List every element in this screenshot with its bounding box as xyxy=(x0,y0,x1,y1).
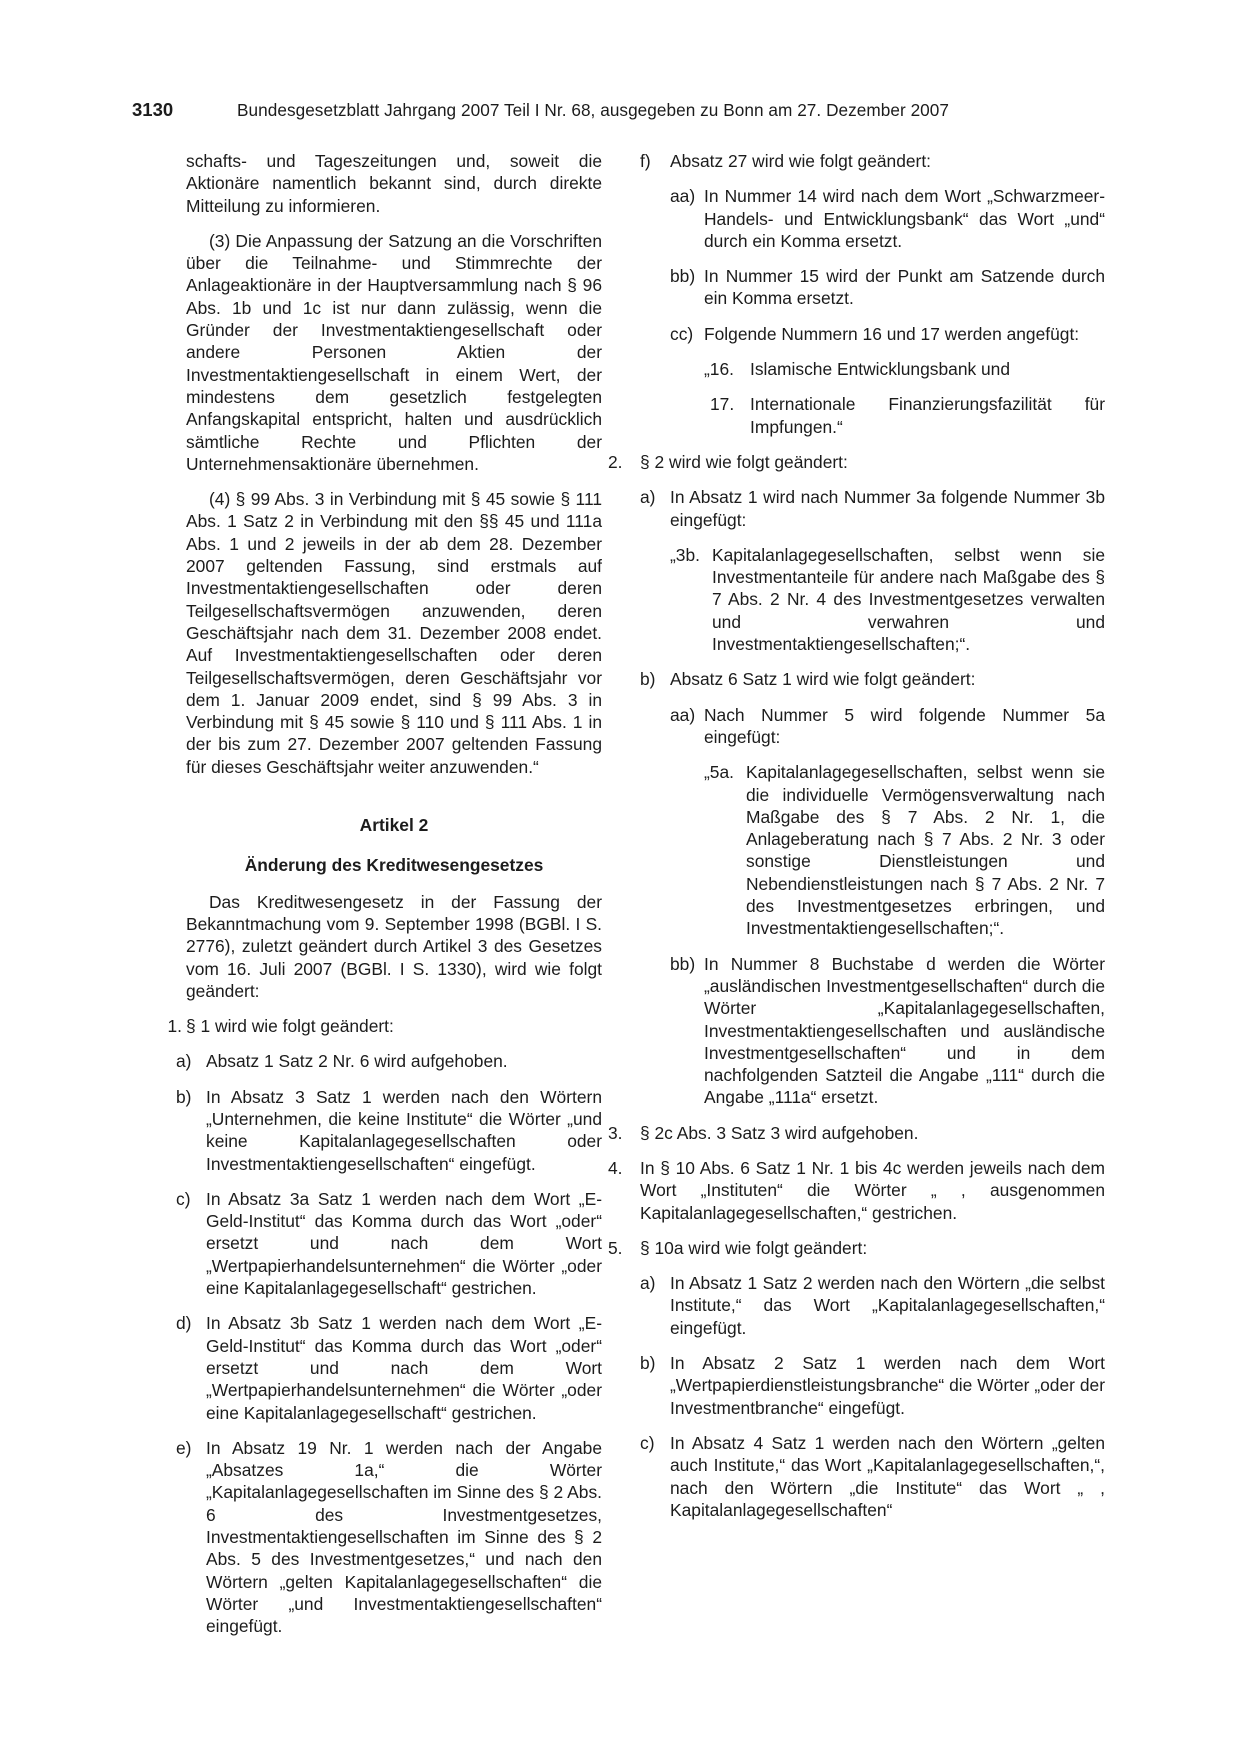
article-subtitle: Änderung des Kreditwesengesetzes xyxy=(244,855,544,876)
item-text: In Nummer 15 wird der Punkt am Satzende durch ein Komma ersetzt. xyxy=(704,266,1105,309)
item-label: c) xyxy=(640,1432,655,1453)
list-item-1 xyxy=(146,1015,602,1037)
article-intro: Das Kreditwesengesetz in der Fassung der Bekanntmachung vom 9. September 1998 (BGBl. I S. 2776), zuletzt geändert durch Artikel 3 des Gesetzes vom 16. Juli 2007 (BGBl. I S. 1330), wird wie folgt geändert: xyxy=(186,891,602,1001)
list-item-f-bb xyxy=(670,265,1105,310)
list-item-5a xyxy=(640,1272,1105,1339)
paragraph-4: (4) § 99 Abs. 3 in Verbindung mit § 45 sowie § 111 Abs. 1 Satz 2 in Verbindung mit den §§ 45 und 111a Abs. 1 und 2 jeweils in der ab dem 28. Dezember 2007 geltenden Fassung, sind erstmals auf Investmentaktiengesellschaften oder deren Teilgesellschaftsvermögen anzuwenden, deren Geschäftsjahr nach dem 31. Dezember 2008 endet. Auf Investmentaktiengesellschaften oder deren Teilgesellschaftsvermögen, deren Geschäftsjahr vor dem 1. Januar 2009 endet, sind § 99 Abs. 3 in Verbindung mit § 45 sowie § 110 und § 111 Abs. 1 in der bis zum 27. Dezember 2007 geltenden Fassung für dieses Geschäftsjahr weiter anzuwenden.“ xyxy=(186,489,602,777)
article-title: Artikel 2 xyxy=(359,815,429,836)
page-number: 3130 xyxy=(132,99,174,120)
item-text: Absatz 27 wird wie folgt geändert: xyxy=(670,151,932,171)
item-label: b) xyxy=(176,1086,192,1107)
item-label: 17. xyxy=(710,394,735,415)
item-text: In Absatz 2 Satz 1 werden nach dem Wort „Wertpapierdienstleistungsbranche“ die Wörter „oder der Investmentbranche“ eingefügt. xyxy=(670,1353,1105,1418)
item-label: a) xyxy=(640,487,656,508)
item-label: „3b. xyxy=(670,544,700,565)
item-label: bb) xyxy=(670,953,696,974)
paragraph-3: (3) Die Anpassung der Satzung an die Vorschriften über die Teilnahme- und Stimmrechte der Anlageaktionäre in der Hauptversammlung nach § 96 Abs. 1b und 1c ist nur dann zulässig, wenn die Gründer der Investmentaktiengesellschaft oder andere Personen Aktien der Investmentaktiengesellschaft in einem Wert, der mindestens dem gesetzlich festgelegten Anfangskapital entspricht, halten und ausdrücklich sämtliche Rechte und Pflichten der Unternehmensaktionäre übernehmen. xyxy=(186,230,602,474)
item-text: Kapitalanlagegesellschaften, selbst wenn sie die individuelle Vermögensverwaltung nach Maßgabe des § 7 Abs. 2 Nr. 1, die Anlageberatung nach § 7 Abs. 2 Nr. 3 oder sonstige Dienstleistungen und Nebendienstleistungen nach § 7 Abs. 2 Nr. 7 des Investmentgesetzes erbringen, und Investmentaktiengesellschaften;“. xyxy=(746,762,1105,939)
item-text: § 2 wird wie folgt geändert: xyxy=(640,451,848,472)
item-label: cc) xyxy=(670,323,694,344)
list-item-5 xyxy=(608,1237,1105,1259)
item-text: In Absatz 3b Satz 1 werden nach dem Wort „E-Geld-Institut“ das Komma durch das Wort „oder“ ersetzt und nach dem Wort „Wertpapierhandelsunternehmen“ die Wörter „oder eine Kapitalanlagegesellschaft“ gestrichen. xyxy=(206,1313,602,1423)
item-text: Kapitalanlagegesellschaften, selbst wenn sie Investmentanteile für andere nach Maßgabe des § 7 Abs. 2 Nr. 4 des Investmentgesetzes verwalten und verwahren und Investmentaktiengesellschaften;“. xyxy=(712,544,1105,655)
list-item-n5a xyxy=(704,761,1105,939)
item-text: Internationale Finanzierungsfazilität für Impfungen.“ xyxy=(750,394,1105,437)
list-item-1d xyxy=(176,1312,602,1423)
item-text: In § 10 Abs. 6 Satz 1 Nr. 1 bis 4c werden jeweils nach dem Wort „Instituten“ die Wörter „ , ausgenommen Kapitalanlagegesellschaften,“ gestrichen. xyxy=(640,1157,1105,1223)
item-text: Nach Nummer 5 wird folgende Nummer 5a eingefügt: xyxy=(704,704,1105,747)
item-label: a) xyxy=(176,1051,192,1072)
item-label: f) xyxy=(640,151,651,171)
item-label: c) xyxy=(176,1188,191,1209)
item-label: aa) xyxy=(670,704,696,725)
item-label: 2. xyxy=(608,451,623,472)
item-text: In Absatz 3 Satz 1 werden nach den Wörtern „Unternehmen, die keine Institute“ die Wörter „und keine Kapitalanlagegesellschaften oder Investmentaktiengesellschaften“ eingefügt. xyxy=(206,1086,602,1174)
item-text: § 1 wird wie folgt geändert: xyxy=(186,1016,394,1037)
list-item-1c xyxy=(176,1188,602,1299)
item-text: Absatz 1 Satz 2 Nr. 6 wird aufgehoben. xyxy=(206,1051,508,1072)
item-text: § 10a wird wie folgt geändert: xyxy=(640,1237,868,1258)
item-label: 1. xyxy=(167,1016,182,1037)
list-item-2a xyxy=(640,486,1105,531)
list-item-1e xyxy=(176,1437,602,1638)
item-label: 4. xyxy=(608,1157,623,1178)
item-label: b) xyxy=(640,669,656,690)
list-item-3 xyxy=(608,1122,1105,1144)
item-label: „5a. xyxy=(704,762,734,783)
list-item-n16 xyxy=(704,358,1105,380)
paragraph-continuation: schafts- und Tageszeitungen und, soweit die Aktionäre namentlich bekannt sind, durch direkte Mitteilung zu informieren. xyxy=(186,151,602,216)
list-item-n3b xyxy=(670,544,1105,655)
list-item-2b xyxy=(640,668,1105,690)
item-label: d) xyxy=(176,1313,192,1334)
list-item-4 xyxy=(608,1157,1105,1224)
item-label: bb) xyxy=(670,266,696,287)
item-text: § 2c Abs. 3 Satz 3 wird aufgehoben. xyxy=(640,1122,919,1143)
item-label: aa) xyxy=(670,186,696,207)
item-text: In Absatz 19 Nr. 1 werden nach der Angabe „Absatzes 1a,“ die Wörter „Kapitalanlagegesellschaften im Sinne des § 2 Abs. 6 des Investmentgesetzes, Investmentaktiengesellschaften im Sinne des § 2 Abs. 5 des Investmentgesetzes,“ und nach den Wörtern „gelten Kapitalanlagegesellschaften“ die Wörter „und Investmentaktiengesellschaften“ eingefügt. xyxy=(206,1437,602,1637)
list-item-1f xyxy=(640,150,1105,172)
item-text: In Nummer 8 Buchstabe d werden die Wörter „ausländischen Investmentgesellschaften“ durch die Wörter „Kapitalanlagegesellschaften, Investmentaktiengesellschaften und ausländische Investmentgesellschaften“ und in dem nachfolgenden Satzteil die Angabe „111“ durch die Angabe „111a“ ersetzt. xyxy=(704,953,1105,1108)
item-text: Folgende Nummern 16 und 17 werden angefügt: xyxy=(704,323,1080,344)
page-header xyxy=(132,99,1112,129)
item-text: In Nummer 14 wird nach dem Wort „Schwarzmeer-Handels- und Entwicklungsbank“ das Wort „und“ durch ein Komma ersetzt. xyxy=(704,186,1105,251)
item-text: Islamische Entwicklungsbank und xyxy=(750,359,1011,380)
item-label: 3. xyxy=(608,1122,623,1143)
list-item-2b-aa xyxy=(670,704,1105,749)
left-column xyxy=(167,150,602,1638)
list-item-2b-bb xyxy=(670,953,1105,1109)
item-label: b) xyxy=(640,1353,656,1374)
list-item-n17 xyxy=(704,393,1105,438)
item-label: a) xyxy=(640,1273,656,1294)
list-item-1b xyxy=(176,1086,602,1175)
item-text: In Absatz 1 wird nach Nummer 3a folgende Nummer 3b eingefügt: xyxy=(670,487,1105,530)
item-label: „16. xyxy=(704,359,734,380)
item-label: e) xyxy=(176,1437,192,1458)
list-item-5c xyxy=(640,1432,1105,1521)
list-item-2 xyxy=(608,451,1105,473)
list-item-f-aa xyxy=(670,185,1105,252)
header-title: Bundesgesetzblatt Jahrgang 2007 Teil I Nr. 68, ausgegeben zu Bonn am 27. Dezember 2007 xyxy=(237,100,950,120)
item-text: Absatz 6 Satz 1 wird wie folgt geändert: xyxy=(670,669,976,690)
item-text: In Absatz 1 Satz 2 werden nach den Wörtern „die selbst Institute,“ das Wort „Kapitalanlagegesellschaften,“ eingefügt. xyxy=(670,1273,1105,1338)
list-item-1a xyxy=(176,1050,602,1072)
item-label: 5. xyxy=(608,1237,623,1258)
item-text: In Absatz 3a Satz 1 werden nach dem Wort „E-Geld-Institut“ das Komma durch das Wort „oder“ ersetzt und nach dem Wort „Wertpapierhandelsunternehmen“ die Wörter „oder eine Kapitalanlagegesellschaft“ gestrichen. xyxy=(206,1188,602,1299)
list-item-f-cc xyxy=(670,323,1105,345)
right-column xyxy=(608,150,1105,1521)
item-text: In Absatz 4 Satz 1 werden nach den Wörtern „gelten auch Institute,“ das Wort „Kapitalanlagegesellschaften,“, nach den Wörtern „die Institute“ das Wort „ , Kapitalanlagegesellschaften“ xyxy=(670,1432,1105,1520)
list-item-5b xyxy=(640,1352,1105,1419)
